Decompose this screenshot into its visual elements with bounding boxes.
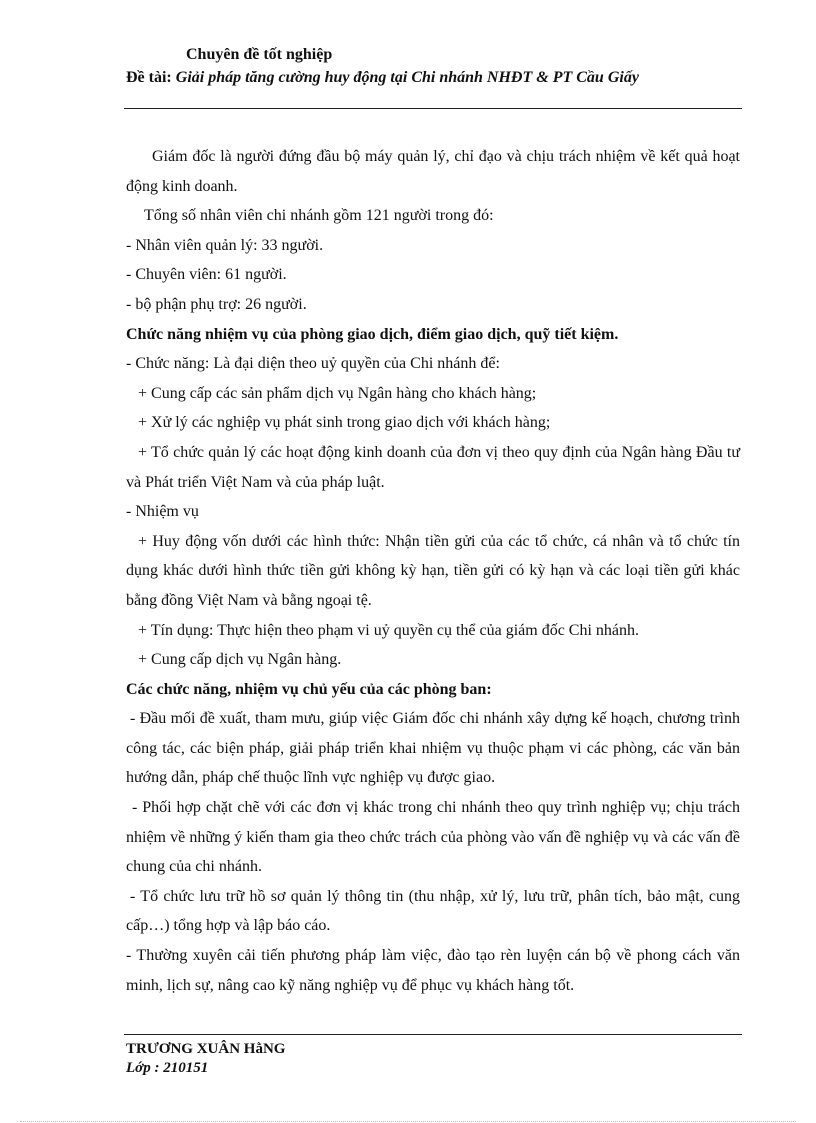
list-item: - Tổ chức lưu trữ hồ sơ quản lý thông tin (thu nhập, xử lý, lưu trữ, phân tích, bảo mật, cung cấp…) tổng hợp và lập báo cáo.	[126, 887, 740, 935]
header-divider	[124, 108, 742, 109]
page-edge-divider	[20, 1121, 796, 1122]
list-item: + Tín dụng: Thực hiện theo phạm vi uỷ quyền cụ thể của giám đốc Chi nhánh.	[138, 621, 640, 639]
list-item: - Phối hợp chặt chẽ với các đơn vị khác trong chi nhánh theo quy trình nghiệp vụ; chịu trách nhiệm về những ý kiến tham gia theo chức trách của phòng vào vấn đề nghiệp vụ và các vấn đề chung của chi nhánh.	[126, 799, 740, 876]
document-body	[126, 142, 740, 1000]
section-heading: Chức năng nhiệm vụ của phòng giao dịch, điểm giao dịch, quỹ tiết kiệm.	[126, 325, 619, 343]
paragraph: Tổng số nhân viên chi nhánh gồm 121 người trong đó:	[144, 207, 494, 225]
footer-divider	[124, 1034, 742, 1035]
title-label: Đề tài:	[126, 69, 176, 86]
page-header	[126, 44, 741, 90]
list-item: + Huy động vốn dưới các hình thức: Nhận tiền gửi của các tổ chức, cá nhân và tổ chức tín dụng khác dưới hình thức tiền gửi không kỳ hạn, tiền gửi có kỳ hạn và các loại tiền gửi khác bằng đồng Việt Nam và bằng ngoại tệ.	[126, 532, 740, 609]
list-item: - Nhiệm vụ	[126, 503, 199, 521]
list-item: - Chuyên viên: 61 người.	[126, 266, 287, 284]
list-item: - bộ phận phụ trợ: 26 người.	[126, 295, 307, 313]
list-item: - Chức năng: Là đại diện theo uỷ quyền của Chi nhánh để:	[126, 355, 500, 373]
header-subtitle: Chuyên đề tốt nghiệp	[186, 46, 333, 63]
title-text: Giải pháp tăng cường huy động tại Chi nhánh NHĐT & PT Cầu Giấy	[175, 69, 639, 86]
section-heading: Các chức năng, nhiệm vụ chủ yếu của các phòng ban:	[126, 680, 492, 698]
list-item: + Cung cấp các sản phẩm dịch vụ Ngân hàng cho khách hàng;	[138, 384, 537, 402]
header-title	[126, 66, 741, 90]
paragraph: Giám đốc là người đứng đầu bộ máy quản lý, chỉ đạo và chịu trách nhiệm về kết quả hoạt động kinh doanh.	[126, 148, 740, 195]
footer-class: Lớp : 210151	[126, 1060, 209, 1076]
list-item: - Đầu mối đề xuất, tham mưu, giúp việc Giám đốc chi nhánh xây dựng kế hoạch, chương trình công tác, các biện pháp, giải pháp triển khai nhiệm vụ thuộc phạm vi các phòng, các văn bản hướng dẫn, pháp chế thuộc lĩnh vực nghiệp vụ được giao.	[126, 710, 740, 787]
page-footer	[126, 1040, 285, 1078]
list-item: + Xử lý các nghiệp vụ phát sinh trong giao dịch với khách hàng;	[138, 414, 551, 432]
list-item: + Tổ chức quản lý các hoạt động kinh doanh của đơn vị theo quy định của Ngân hàng Đầu tư và Phát triển Việt Nam và của pháp luật.	[126, 443, 740, 491]
list-item: - Nhân viên quản lý: 33 người.	[126, 236, 324, 254]
list-item: + Cung cấp dịch vụ Ngân hàng.	[138, 651, 342, 669]
list-item: - Thường xuyên cải tiến phương pháp làm việc, đào tạo rèn luyện cán bộ về phong cách văn minh, lịch sự, nâng cao kỹ năng nghiệp vụ để phục vụ khách hàng tốt.	[126, 947, 740, 994]
footer-author: TRƯƠNG XUÂN HằNG	[126, 1041, 286, 1057]
